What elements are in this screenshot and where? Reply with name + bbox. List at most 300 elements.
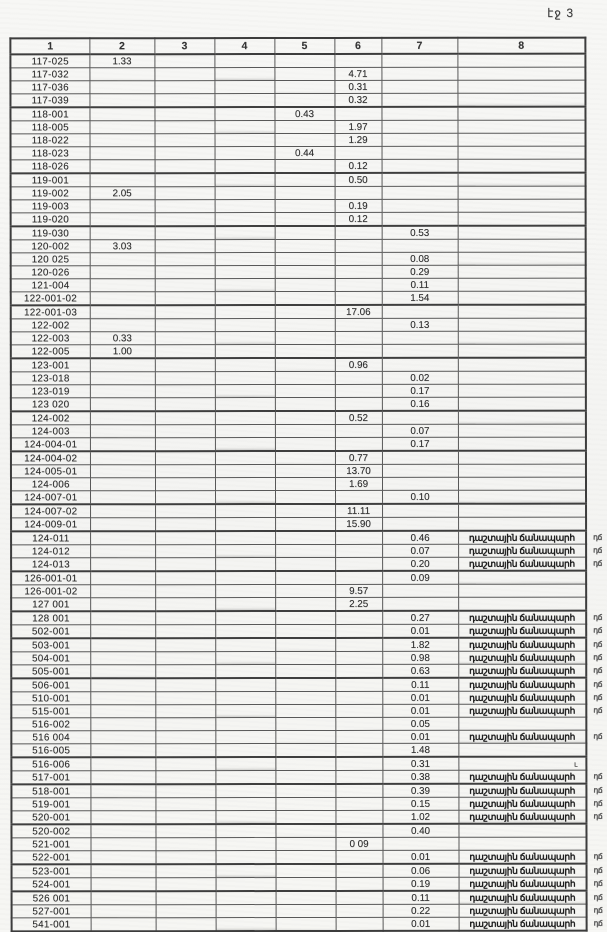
value-cell — [215, 491, 275, 505]
value-cell — [155, 798, 215, 811]
note-cell — [458, 186, 586, 199]
value-cell — [154, 94, 214, 108]
value-cell: 0.01 — [382, 730, 458, 743]
note-cell — [458, 239, 586, 252]
value-cell — [90, 652, 155, 665]
value-cell — [90, 279, 155, 292]
value-cell: 0.01 — [383, 850, 459, 864]
value-cell — [215, 625, 275, 639]
value-cell — [215, 504, 275, 518]
value-cell — [90, 625, 155, 639]
margin-mark: դճ — [593, 705, 603, 715]
value-cell — [215, 345, 275, 359]
value-cell: 0.31 — [334, 80, 381, 93]
value-cell — [275, 384, 335, 397]
value-cell — [335, 437, 382, 451]
value-cell — [335, 717, 382, 730]
row-code: 117-036 — [10, 81, 89, 94]
value-cell — [382, 199, 458, 212]
value-cell — [275, 186, 335, 199]
row-code: 117-039 — [10, 94, 89, 108]
value-cell: 0.01 — [382, 691, 458, 704]
value-cell — [275, 624, 335, 638]
note-cell — [457, 67, 585, 80]
row-code: 117-032 — [10, 68, 89, 81]
row-code: 503-001 — [11, 638, 90, 652]
value-cell — [275, 159, 335, 173]
value-cell — [275, 638, 335, 652]
value-cell — [335, 664, 382, 678]
row-code: 521-001 — [11, 838, 90, 851]
value-cell — [335, 265, 382, 278]
table-row — [11, 678, 586, 692]
value-cell — [335, 824, 382, 838]
column-header-8: 8 — [457, 38, 585, 54]
value-cell — [335, 757, 382, 771]
value-cell — [155, 598, 215, 612]
value-cell — [215, 811, 275, 825]
value-cell — [215, 771, 275, 785]
margin-mark: դճ — [593, 612, 603, 622]
value-cell — [381, 107, 457, 121]
value-cell — [91, 878, 156, 892]
value-cell — [155, 200, 215, 213]
value-cell: 4.71 — [334, 67, 381, 80]
note-cell: ւ — [458, 757, 586, 771]
table-row — [11, 146, 586, 160]
value-cell — [155, 611, 215, 625]
value-cell — [335, 490, 382, 504]
road-label: դաշտային ճանապարհ դճ — [458, 797, 586, 810]
row-code: 124-009-01 — [11, 518, 90, 532]
value-cell — [275, 173, 335, 187]
value-cell — [215, 266, 275, 279]
value-cell — [90, 425, 155, 438]
table-row — [11, 291, 586, 305]
note-cell — [458, 344, 586, 358]
value-cell — [335, 344, 382, 358]
value-cell — [275, 265, 335, 278]
value-cell — [154, 81, 214, 94]
value-cell — [155, 491, 215, 505]
value-cell — [275, 133, 335, 146]
value-cell — [215, 784, 275, 798]
value-cell — [276, 891, 336, 905]
value-cell: 1.29 — [335, 133, 382, 146]
value-cell — [382, 517, 458, 531]
row-code: 128 001 — [11, 611, 90, 625]
note-cell — [458, 451, 586, 465]
note-cell — [458, 490, 586, 504]
value-cell: 15.90 — [335, 517, 382, 531]
value-cell — [275, 278, 335, 291]
value-cell — [275, 664, 335, 678]
column-header-2: 2 — [89, 38, 154, 54]
value-cell — [275, 717, 335, 730]
value-cell — [275, 517, 335, 531]
value-cell — [90, 491, 155, 505]
value-cell — [215, 518, 275, 532]
table-row — [11, 411, 586, 425]
value-cell — [275, 837, 335, 850]
row-code: 120 025 — [11, 253, 90, 266]
table-row — [12, 891, 587, 905]
value-cell — [215, 160, 275, 174]
row-code: 124-005-01 — [11, 465, 90, 478]
note-cell — [458, 305, 586, 319]
value-cell — [336, 917, 383, 931]
table-row — [11, 464, 586, 478]
value-cell: 0.32 — [334, 93, 381, 107]
note-cell — [458, 384, 586, 397]
value-cell — [276, 864, 336, 878]
value-cell — [214, 107, 274, 121]
value-cell — [275, 504, 335, 518]
value-cell — [155, 731, 215, 744]
table-row — [11, 451, 586, 465]
value-cell — [215, 358, 275, 372]
note-cell — [458, 371, 586, 384]
row-code: 123 020 — [11, 398, 90, 412]
table-row — [11, 544, 586, 558]
value-cell — [91, 851, 156, 865]
value-cell — [215, 425, 275, 438]
note-cell — [458, 252, 586, 265]
value-cell — [275, 464, 335, 477]
value-cell — [382, 173, 458, 187]
table-row — [11, 344, 586, 358]
table-row — [11, 638, 586, 652]
table-row — [11, 305, 586, 319]
row-code: 124-006 — [11, 478, 90, 491]
value-cell — [155, 531, 215, 545]
value-cell — [275, 797, 335, 810]
value-cell — [155, 518, 215, 532]
value-cell — [90, 771, 155, 785]
page-number: էջ 3 — [547, 6, 574, 20]
row-code: 124-011 — [11, 531, 90, 545]
value-cell — [335, 810, 382, 824]
value-cell — [215, 279, 275, 292]
value-cell — [155, 744, 215, 758]
value-cell: 17.06 — [335, 305, 382, 319]
value-cell — [215, 319, 275, 332]
value-cell — [154, 121, 214, 134]
value-cell — [216, 878, 276, 892]
value-cell — [215, 372, 275, 385]
value-cell — [215, 824, 275, 838]
row-code: 122-001-03 — [11, 305, 90, 319]
value-cell — [275, 437, 335, 451]
value-cell — [381, 67, 457, 80]
table-body — [10, 54, 603, 932]
value-cell — [275, 770, 335, 784]
value-cell — [155, 838, 215, 851]
value-cell — [89, 81, 154, 94]
road-label: դաշտային ճանապարհ դճ — [458, 624, 586, 638]
value-cell — [90, 411, 155, 425]
note-cell — [458, 837, 586, 850]
road-label: դաշտային ճանապարհ դճ — [458, 810, 586, 824]
value-cell — [156, 905, 216, 918]
value-cell: 1.02 — [382, 810, 458, 824]
value-cell — [275, 477, 335, 490]
value-cell — [336, 864, 383, 878]
note-cell — [458, 504, 586, 518]
value-cell — [156, 878, 216, 892]
row-code: 123-018 — [11, 372, 90, 385]
value-cell — [90, 718, 155, 731]
table-row — [11, 571, 586, 585]
value-cell — [156, 864, 216, 878]
note-cell — [458, 212, 586, 226]
value-cell — [335, 397, 382, 411]
value-cell: 1.54 — [382, 291, 458, 305]
value-cell — [215, 253, 275, 266]
note-cell — [457, 54, 585, 68]
value-cell: 0.33 — [90, 332, 155, 345]
row-code: 502-001 — [11, 625, 90, 639]
row-code: 121-004 — [11, 279, 90, 292]
value-cell — [90, 571, 155, 585]
value-cell — [215, 332, 275, 345]
column-header-6: 6 — [334, 38, 381, 54]
value-cell — [382, 451, 458, 465]
road-label: դաշտային ճանապարհ դճ — [459, 917, 587, 931]
value-cell — [90, 558, 155, 572]
value-cell — [382, 133, 458, 146]
table-row — [11, 557, 586, 571]
value-cell — [335, 371, 382, 384]
value-cell: 0.63 — [382, 664, 458, 678]
table-row — [11, 437, 586, 451]
value-cell — [155, 253, 215, 266]
header-row — [10, 38, 585, 55]
value-cell — [216, 891, 276, 905]
value-cell: 1.48 — [382, 743, 458, 757]
value-cell — [215, 478, 275, 491]
margin-mark: դճ — [593, 692, 603, 702]
row-code: 118-005 — [10, 121, 89, 134]
value-cell — [335, 797, 382, 810]
value-cell — [90, 226, 155, 240]
value-cell — [382, 331, 458, 344]
value-cell — [215, 173, 275, 187]
value-cell — [275, 611, 335, 625]
value-cell: 0.77 — [335, 451, 382, 465]
table-row — [11, 837, 586, 851]
value-cell — [335, 384, 382, 397]
table-row — [10, 120, 585, 134]
value-cell — [215, 240, 275, 253]
value-cell: 3.03 — [90, 240, 155, 253]
value-cell: 13.70 — [335, 464, 382, 477]
value-cell — [275, 557, 335, 571]
row-code: 123-001 — [11, 358, 90, 372]
value-cell — [335, 557, 382, 571]
table-row — [12, 917, 587, 931]
margin-mark: դճ — [593, 639, 603, 649]
value-cell — [90, 253, 155, 266]
row-code: 119-002 — [11, 187, 90, 200]
table-row — [11, 624, 586, 638]
value-cell — [215, 665, 275, 679]
value-cell — [275, 824, 335, 838]
table-row — [11, 757, 586, 771]
value-cell — [155, 451, 215, 465]
value-cell — [274, 67, 334, 80]
value-cell — [275, 226, 335, 240]
row-code: 119-020 — [11, 213, 90, 227]
value-cell — [335, 611, 382, 625]
value-cell — [215, 398, 275, 412]
value-cell — [275, 199, 335, 212]
value-cell — [215, 292, 275, 306]
value-cell: 0.22 — [383, 904, 459, 917]
value-cell — [90, 160, 155, 174]
value-cell — [215, 571, 275, 585]
value-cell — [214, 94, 274, 108]
value-cell — [215, 718, 275, 731]
value-cell: 0.05 — [382, 717, 458, 730]
road-label: դաշտային ճանապարհ դճ — [459, 864, 587, 878]
value-cell — [275, 784, 335, 798]
value-cell — [156, 891, 216, 905]
value-cell: 0.96 — [335, 358, 382, 372]
value-cell: 0.29 — [382, 265, 458, 278]
value-cell — [335, 651, 382, 664]
value-cell — [335, 226, 382, 240]
value-cell: 0.46 — [382, 531, 458, 545]
road-label: դաշտային ճանապարհ դճ — [459, 850, 587, 864]
row-code: 124-013 — [11, 558, 90, 572]
value-cell — [382, 584, 458, 597]
value-cell — [155, 638, 215, 652]
table-row — [11, 173, 586, 187]
value-cell — [335, 146, 382, 159]
value-cell: 2.25 — [335, 597, 382, 611]
value-cell — [91, 918, 156, 932]
value-cell — [215, 385, 275, 398]
value-cell — [90, 372, 155, 385]
value-cell — [335, 691, 382, 704]
value-cell — [382, 358, 458, 372]
value-cell — [155, 705, 215, 718]
table-row — [12, 904, 587, 918]
road-label: դաշտային ճանապարհ դճ — [458, 784, 586, 798]
value-cell — [382, 212, 458, 226]
value-cell — [215, 305, 275, 319]
parcel-table — [9, 37, 603, 932]
value-cell — [215, 187, 275, 200]
value-cell — [216, 864, 276, 878]
value-cell — [89, 94, 154, 108]
row-code: 516-006 — [11, 757, 90, 771]
value-cell: 0.01 — [383, 917, 459, 931]
row-code: 118-023 — [11, 147, 90, 160]
value-cell — [215, 531, 275, 545]
value-cell — [214, 54, 274, 68]
table-row — [11, 371, 586, 385]
value-cell — [275, 424, 335, 437]
value-cell: 0.10 — [382, 490, 458, 504]
row-code: 510-001 — [11, 692, 90, 705]
value-cell — [214, 121, 274, 134]
table-row — [11, 424, 586, 438]
value-cell — [276, 917, 336, 931]
road-label: դաշտային ճանապարհ դճ — [458, 664, 586, 678]
value-cell — [216, 918, 276, 932]
value-cell: 0.12 — [335, 159, 382, 173]
table-row — [11, 704, 586, 718]
value-cell — [335, 424, 382, 437]
margin-mark: դճ — [593, 731, 603, 741]
margin-mark: դճ — [593, 865, 603, 875]
row-code: 119-001 — [11, 173, 90, 187]
value-cell — [276, 850, 336, 864]
row-code: 122-003 — [11, 332, 90, 345]
value-cell — [382, 411, 458, 425]
table-row — [11, 212, 586, 226]
margin-mark: դճ — [593, 785, 603, 795]
value-cell: 0.19 — [335, 199, 382, 212]
row-code: 520-002 — [11, 824, 90, 838]
value-cell — [90, 531, 155, 545]
margin-mark: դճ — [593, 665, 603, 675]
value-cell — [215, 545, 275, 558]
value-cell: 0.44 — [275, 146, 335, 159]
value-cell: 0.07 — [382, 424, 458, 437]
value-cell — [275, 305, 335, 319]
road-label: դաշտային ճանապարհ դճ — [458, 678, 586, 692]
value-cell: 0.20 — [382, 557, 458, 571]
row-code: 118-026 — [11, 160, 90, 174]
value-cell: 1.97 — [334, 120, 381, 133]
row-code: 124-007-01 — [11, 491, 90, 505]
row-code: 124-003 — [11, 425, 90, 438]
value-cell — [335, 331, 382, 344]
value-cell — [215, 838, 275, 851]
row-code: 122-001-02 — [11, 292, 90, 306]
road-label: դաշտային ճանապարհ դճ — [458, 704, 586, 717]
row-code: 117-025 — [10, 54, 89, 68]
note-cell — [458, 424, 586, 437]
value-cell — [155, 305, 215, 319]
value-cell — [90, 705, 155, 718]
value-cell — [275, 411, 335, 425]
value-cell — [275, 597, 335, 611]
value-cell: 0.07 — [382, 544, 458, 557]
note-cell — [458, 265, 586, 278]
value-cell — [155, 345, 215, 359]
value-cell — [155, 266, 215, 279]
table-row — [10, 54, 585, 68]
value-cell — [381, 93, 457, 107]
value-cell — [335, 239, 382, 252]
value-cell: 0.12 — [335, 212, 382, 226]
value-cell — [89, 68, 154, 81]
margin-mark: դճ — [593, 892, 603, 902]
note-cell — [458, 331, 586, 344]
note-cell — [458, 173, 586, 187]
table-row — [11, 384, 586, 398]
row-code: 520-001 — [11, 811, 90, 825]
value-cell — [215, 438, 275, 452]
value-cell — [155, 385, 215, 398]
table-row — [11, 318, 586, 332]
value-cell — [335, 730, 382, 743]
row-code: 126-001-02 — [11, 585, 90, 598]
